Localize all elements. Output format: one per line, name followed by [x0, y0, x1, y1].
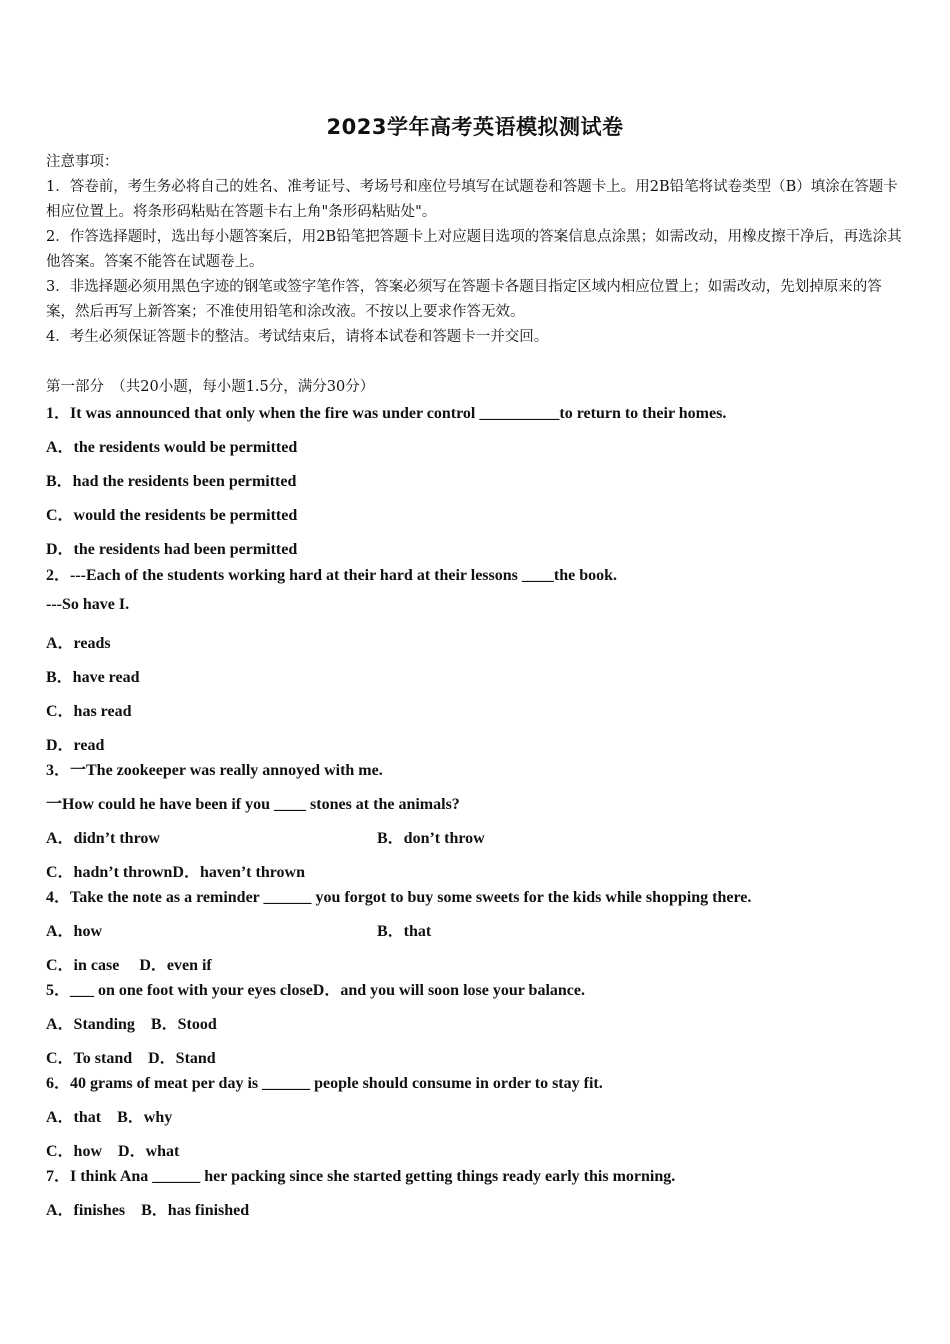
question-4-option-a: A．how [46, 923, 103, 940]
question-1-option-b: B．had the residents been permitted [46, 473, 297, 490]
question-1-option-c: C．would the residents be permitted [46, 507, 298, 524]
instruction-item-1: 1．答卷前，考生务必将自己的姓名、准考证号、考场号和座位号填写在试题卷和答题卡上。用2B铅笔将试卷类型（B）填涂在答题卡相应位置上。将条形码粘贴在答题卡右上角"条形码粘贴处"。 [46, 179, 898, 220]
question-1-option-d: D．the residents had been permitted [46, 541, 298, 558]
question-7-options-ab: A．finishes B．has finished [46, 1202, 250, 1219]
page-title: 2023学年高考英语模拟测试卷 [326, 115, 624, 139]
instructions [46, 150, 906, 350]
question-2-option-b: B．have read [46, 669, 140, 686]
question-1-stem: 1．It was announced that only when the fire was under control __________to return to their homes. [46, 405, 727, 422]
question-3-options-cd: C．hadn’t thrownD．haven’t thrown [46, 864, 306, 881]
question-2-stem: 2．---Each of the students working hard at their hard at their lessons ____the book. [46, 567, 617, 584]
question-6-options-ab: A．that B．why [46, 1109, 173, 1126]
question-4-options-cd: C．in case D．even if [46, 957, 212, 974]
question-4-option-b: B．that [377, 923, 432, 940]
question-3-stem: 3．一The zookeeper was really annoyed with me. [46, 762, 383, 779]
question-2-reply: ---So have I. [46, 596, 130, 613]
question-3-option-a: A．didn’t throw [46, 830, 160, 847]
instruction-item-3: 3．非选择题必须用黑色字迹的钢笔或签字笔作答，答案必须写在答题卡各题目指定区域内相应位置上；如需改动，先划掉原来的答案，然后再写上新答案；不准使用铅笔和涂改液。不按以上要求作答无效。 [46, 279, 882, 320]
question-1-option-a: A．the residents would be permitted [46, 439, 298, 456]
instructions-heading: 注意事项： [46, 154, 119, 170]
instruction-item-2: 2．作答选择题时，选出每小题答案后，用2B铅笔把答题卡上对应题目选项的答案信息点涂黑；如需改动，用橡皮擦干净后，再选涂其他答案。答案不能答在试题卷上。 [46, 229, 902, 270]
question-6-options-cd: C．how D．what [46, 1143, 180, 1160]
question-3-reply: 一How could he have been if you ____ stones at the animals? [46, 796, 460, 813]
question-4-stem: 4．Take the note as a reminder ______ you forgot to buy some sweets for the kids while shopping there. [46, 889, 752, 906]
instruction-item-4: 4．考生必须保证答题卡的整洁。考试结束后，请将本试卷和答题卡一并交回。 [46, 329, 549, 345]
question-7-stem: 7．I think Ana ______ her packing since she started getting things ready early this morning. [46, 1168, 676, 1185]
question-5-options-ab: A．Standing B．Stood [46, 1016, 217, 1033]
section-heading: 第一部分 （共20小题，每小题1.5分，满分30分） [46, 379, 375, 395]
question-2-option-d: D．read [46, 737, 105, 754]
question-2-option-a: A．reads [46, 635, 111, 652]
question-3-option-b: B．don’t throw [377, 830, 485, 847]
question-2-option-c: C．has read [46, 703, 132, 720]
question-5-stem: 5．___ on one foot with your eyes closeD．and you will soon lose your balance. [46, 982, 585, 999]
question-5-options-cd: C．To stand D．Stand [46, 1050, 216, 1067]
question-6-stem: 6．40 grams of meat per day is ______ people should consume in order to stay fit. [46, 1075, 603, 1092]
